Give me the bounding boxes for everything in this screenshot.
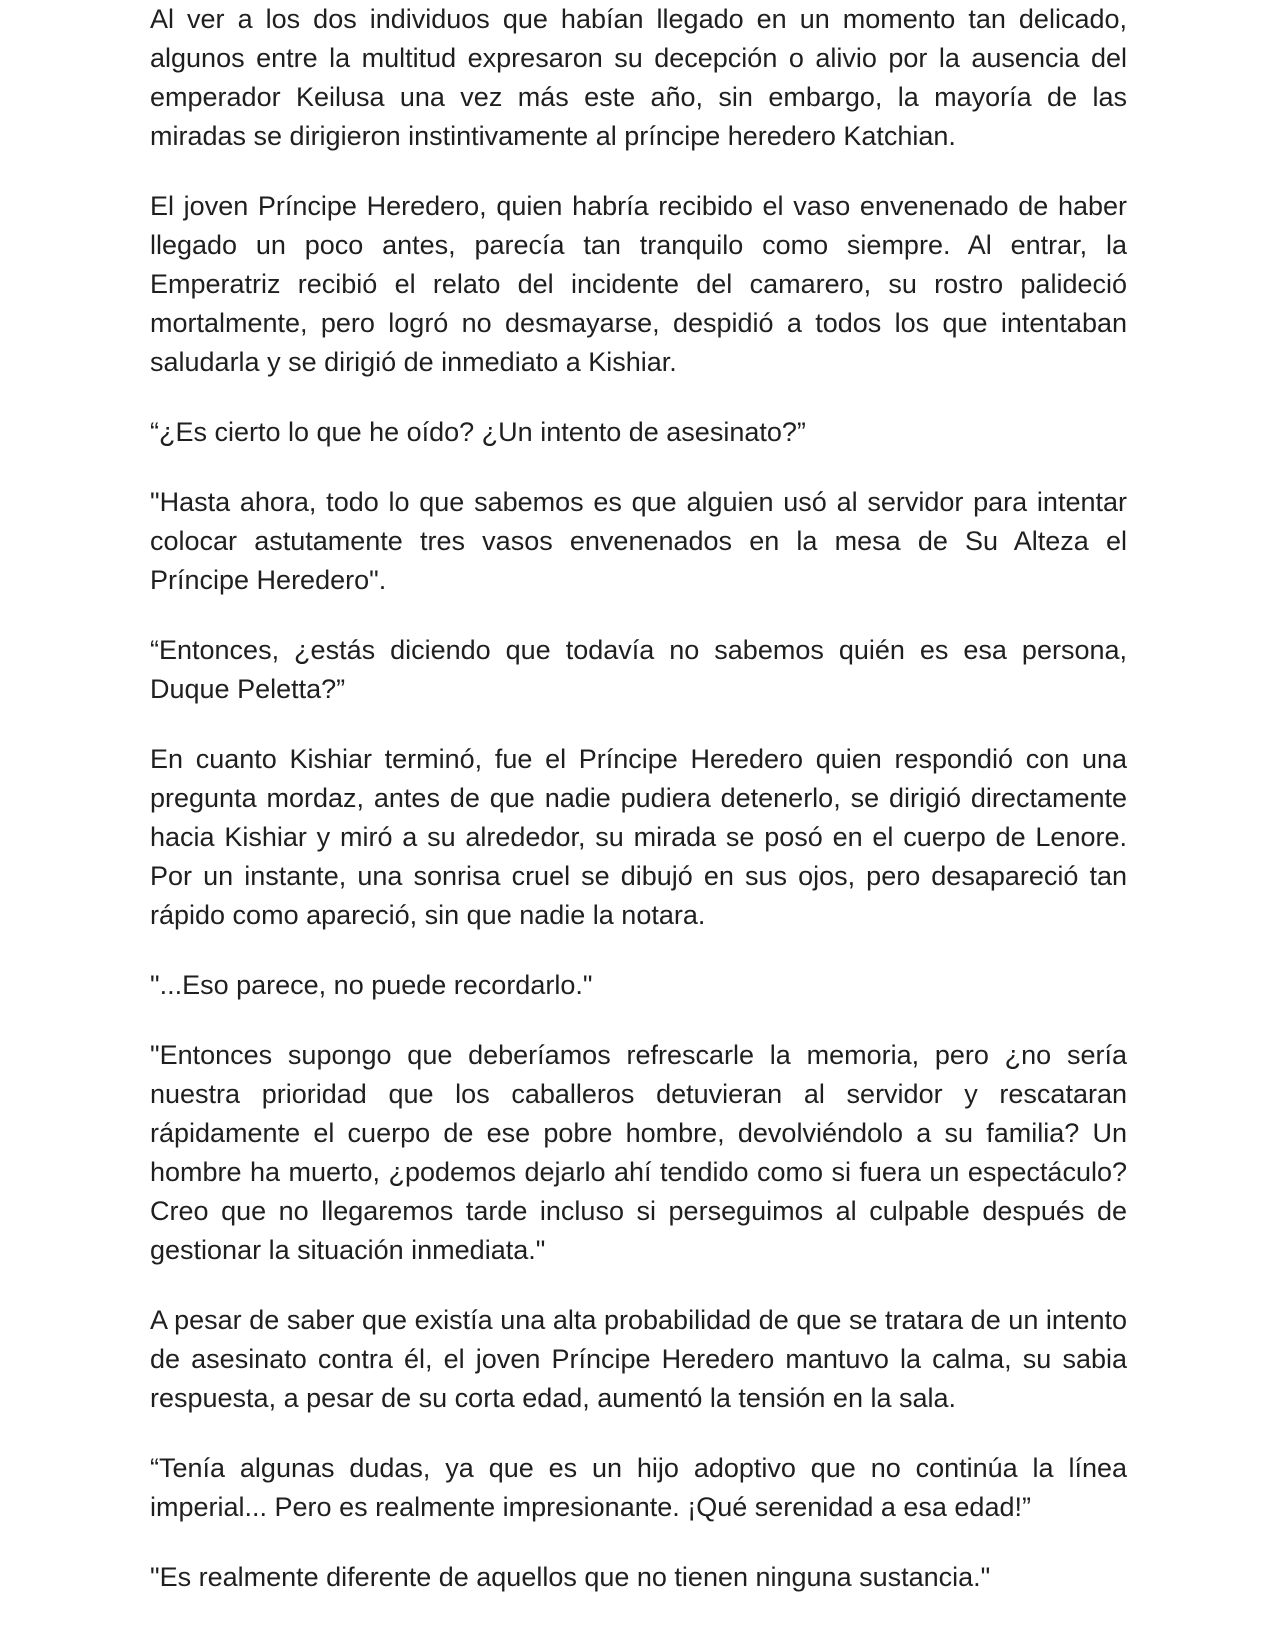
paragraph-9: A pesar de saber que existía una alta probabilidad de que se tratara de un intento de asesinato contra él, el joven Príncipe Heredero mantuvo la calma, su sabia respuesta, a pesar de su corta edad, aumentó la tensión en la sala. xyxy=(150,1305,1127,1413)
paragraph-4: "Hasta ahora, todo lo que sabemos es que alguien usó al servidor para intentar colocar astutamente tres vasos envenenados en la mesa de Su Alteza el Príncipe Heredero". xyxy=(150,487,1127,595)
paragraph-5: “Entonces, ¿estás diciendo que todavía no sabemos quién es esa persona, Duque Peletta?” xyxy=(150,635,1127,704)
paragraph-1: Al ver a los dos individuos que habían llegado en un momento tan delicado, algunos entre la multitud expresaron su decepción o alivio por la ausencia del emperador Keilusa una vez más este año, sin embargo, la mayoría de las miradas se dirigieron instintivamente al príncipe heredero Katchian. xyxy=(150,4,1127,151)
paragraph-11: "Es realmente diferente de aquellos que no tienen ninguna sustancia." xyxy=(150,1562,991,1592)
paragraph-6: En cuanto Kishiar terminó, fue el Príncipe Heredero quien respondió con una pregunta mordaz, antes de que nadie pudiera detenerlo, se dirigió directamente hacia Kishiar y miró a su alrededor, su mirada se posó en el cuerpo de Lenore. Por un instante, una sonrisa cruel se dibujó en sus ojos, pero desapareció tan rápido como apareció, sin que nadie la notara. xyxy=(150,744,1127,930)
paragraph-7: "...Eso parece, no puede recordarlo." xyxy=(150,970,593,1000)
paragraph-3: “¿Es cierto lo que he oído? ¿Un intento de asesinato?” xyxy=(150,417,806,447)
paragraph-8: "Entonces supongo que deberíamos refrescarle la memoria, pero ¿no sería nuestra prioridad que los caballeros detuvieran al servidor y rescataran rápidamente el cuerpo de ese pobre hombre, devolviéndolo a su familia? Un hombre ha muerto, ¿podemos dejarlo ahí tendido como si fuera un espectáculo? Creo que no llegaremos tarde incluso si perseguimos al culpable después de gestionar la situación inmediata." xyxy=(150,1040,1127,1265)
paragraph-2: El joven Príncipe Heredero, quien habría recibido el vaso envenenado de haber llegado un poco antes, parecía tan tranquilo como siempre. Al entrar, la Emperatriz recibió el relato del incidente del camarero, su rostro palideció mortalmente, pero logró no desmayarse, despidió a todos los que intentaban saludarla y se dirigió de inmediato a Kishiar. xyxy=(150,191,1127,377)
paragraph-10: “Tenía algunas dudas, ya que es un hijo adoptivo que no continúa la línea imperial... Pero es realmente impresionante. ¡Qué serenidad a esa edad!” xyxy=(150,1453,1127,1522)
document-page xyxy=(150,0,1127,1628)
